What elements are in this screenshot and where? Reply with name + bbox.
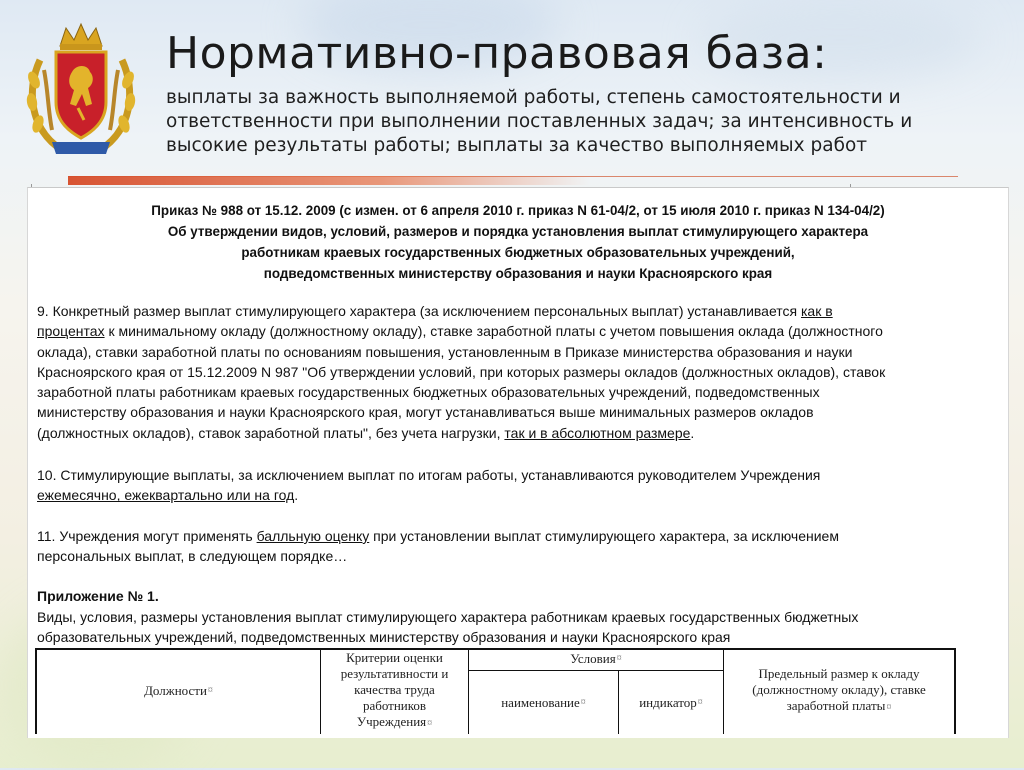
- appendix-text: образовательных учреждений, подведомственных министерству образования и науки Красноярского края: [37, 629, 731, 646]
- order-heading-line: подведомственных министерству образования и науки Красноярского края: [263, 266, 773, 281]
- clause-text: .: [294, 487, 299, 504]
- table-header-position: [37, 648, 320, 734]
- header-text: качества труда: [354, 682, 435, 697]
- underlined-phrase: балльную оценку: [256, 528, 370, 544]
- clause-text: .: [690, 424, 695, 441]
- order-heading: [28, 200, 1008, 284]
- underlined-phrase: ежемесячно, ежеквартально или на год: [37, 487, 295, 504]
- underlined-phrase: так и в абсолютном размере: [504, 424, 691, 441]
- table-border: [954, 648, 956, 734]
- cell-end-mark: ¤: [580, 696, 586, 708]
- header-text: результативности и: [340, 666, 449, 681]
- order-heading-line: Приказ № 988 от 15.12. 2009 (с измен. от 6 апреля 2010 г. приказ N 61-04/2, от 15 июля 2010 г. приказ N 134-04/2): [151, 203, 885, 218]
- clause-text: 10. Стимулирующие выплаты, за исключением выплат по итогам работы, устанавливаются руководителем Учреждения: [37, 467, 821, 483]
- header-text: Учреждения: [356, 714, 427, 729]
- appendix-table: [35, 648, 956, 734]
- cell-end-mark: ¤: [616, 653, 622, 664]
- table-header-name: [469, 671, 618, 734]
- slide-title: Нормативно-правовая база:: [166, 28, 828, 79]
- accent-bar: [68, 176, 590, 185]
- subtitle-line: выплаты за важность выполняемой работы, степень самостоятельности и: [166, 87, 901, 108]
- subtitle-line: высокие результаты работы; выплаты за качество выполняемых работ: [166, 135, 868, 156]
- header-text: индикатор: [639, 694, 697, 710]
- clause-text: министерству образования и науки Красноярского края, могут устанавливаться выше минимальных размеров окладов: [37, 404, 814, 421]
- cell-end-mark: ¤: [886, 702, 892, 713]
- underlined-phrase: как в: [801, 303, 833, 319]
- clause-10: [37, 465, 1002, 506]
- header-text: Условия: [570, 651, 616, 666]
- header-text: Критерии оценки: [346, 650, 443, 665]
- clause-text: персональных выплат, в следующем порядке…: [37, 548, 348, 565]
- clause-11: [37, 526, 1002, 567]
- header-text: работников: [362, 698, 427, 713]
- header-text: Предельный размер к окладу: [758, 666, 920, 681]
- table-header-criteria: [321, 648, 468, 734]
- clause-text: при установлении выплат стимулирующего характера, за исключением: [369, 528, 839, 544]
- order-heading-line: работникам краевых государственных бюджетных образовательных учреждений,: [241, 245, 795, 260]
- table-header-limit: [724, 648, 954, 734]
- table-header-indicator: [619, 671, 723, 734]
- subtitle-line: ответственности при выполнении поставленных задач; за интенсивность и: [166, 111, 913, 132]
- header-text: заработной платы: [786, 698, 886, 713]
- header-text: наименование: [501, 694, 580, 710]
- clause-text: заработной платы работникам краевых государственных бюджетных образовательных учреждений, подведомственных: [37, 384, 820, 401]
- header-text: (должностному окладу), ставке: [752, 682, 926, 697]
- clause-text: 11. Учреждения могут применять: [37, 528, 257, 544]
- cell-end-mark: ¤: [697, 696, 703, 708]
- underlined-phrase: процентах: [37, 323, 105, 340]
- order-heading-line: Об утверждении видов, условий, размеров и порядка установления выплат стимулирующего характера: [167, 224, 869, 239]
- cell-end-mark: ¤: [427, 718, 433, 729]
- clause-text: к минимальному окладу (должностному окладу), ставке заработной платы с учетом повышения оклада (должностного: [104, 323, 883, 340]
- header-text: Должности: [144, 683, 207, 698]
- cell-end-mark: ¤: [207, 685, 213, 696]
- coat-of-arms-icon: [22, 20, 140, 160]
- appendix-description: [37, 607, 1002, 648]
- table-header-conditions: [469, 648, 723, 670]
- clause-text: 9. Конкретный размер выплат стимулирующего характера (за исключением персональных выплат) устанавливается: [37, 303, 801, 319]
- clause-text: (должностных окладов), ставок заработной платы", без учета нагрузки,: [37, 424, 505, 441]
- clause-text: оклада), ставки заработной платы по основаниям повышения, установленным в Приказе министерства образования и науки: [37, 343, 853, 360]
- appendix-text: Виды, условия, размеры установления выплат стимулирующего характера работникам краевых государственных бюджетных: [37, 609, 859, 625]
- appendix-title: Приложение № 1.: [37, 588, 159, 604]
- clause-text: Красноярского края от 15.12.2009 N 987 "Об утверждении условий, при которых размеры окладов (должностных окладов), ставок: [37, 363, 886, 380]
- clause-9: [37, 301, 1002, 443]
- slide-subtitle: [166, 86, 996, 158]
